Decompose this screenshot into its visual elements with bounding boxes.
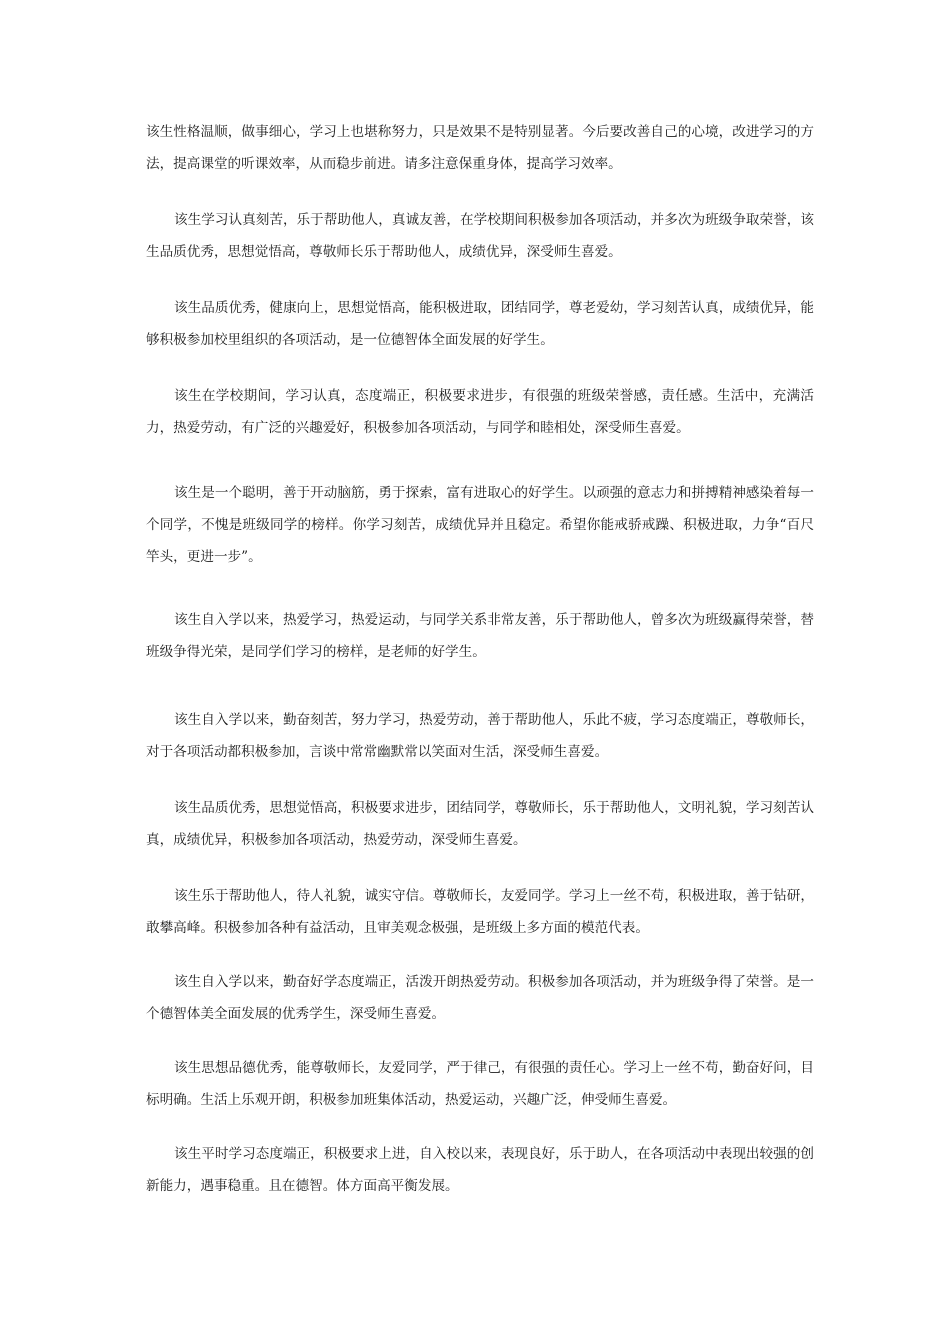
comment-paragraph-12: 该生平时学习态度端正，积极要求上进，自入校以来，表现良好，乐于助人，在各项活动中表现出较强的创新能力，遇事稳重。且在德智。体方面高平衡发展。 [146,1146,814,1194]
comment-paragraph-2: 该生学习认真刻苦，乐于帮助他人，真诚友善，在学校期间积极参加各项活动，并多次为班级争取荣誉，该生品质优秀，思想觉悟高，尊敬师长乐于帮助他人，成绩优异，深受师生喜爱。 [146,212,814,260]
comment-paragraph-8: 该生品质优秀，思想觉悟高，积极要求进步，团结同学，尊敬师长，乐于帮助他人，文明礼貌，学习刻苦认真，成绩优异，积极参加各项活动，热爱劳动，深受师生喜爱。 [146,800,814,848]
comment-paragraph-11: 该生思想品德优秀，能尊敬师长，友爱同学，严于律己，有很强的责任心。学习上一丝不苟，勤奋好问，目标明确。生活上乐观开朗，积极参加班集体活动，热爱运动，兴趣广泛，伸受师生喜爱。 [146,1060,814,1108]
comment-paragraph-3: 该生品质优秀，健康向上，思想觉悟高，能积极进取，团结同学，尊老爱幼，学习刻苦认真，成绩优异，能够积极参加校里组织的各项活动，是一位德智体全面发展的好学生。 [146,300,814,348]
comment-paragraph-9: 该生乐于帮助他人，待人礼貌，诚实守信。尊敬师长，友爱同学。学习上一丝不苟，积极进取，善于钻研，敢攀高峰。积极参加各种有益活动，且审美观念极强，是班级上多方面的模范代表。 [146,888,814,936]
comment-paragraph-7: 该生自入学以来，勤奋刻苦，努力学习，热爱劳动，善于帮助他人，乐此不疲，学习态度端正，尊敬师长，对于各项活动都积极参加，言谈中常常幽默常以笑面对生活，深受师生喜爱。 [146,712,814,760]
comment-paragraph-5: 该生是一个聪明，善于开动脑筋，勇于探索，富有进取心的好学生。以顽强的意志力和拼搏精神感染着每一个同学，不愧是班级同学的榜样。你学习刻苦，成绩优异并且稳定。希望你能戒骄戒躁、积极进取，力争“百尺竿头，更进一步”。 [146,485,814,565]
comment-paragraph-10: 该生自入学以来，勤奋好学态度端正，活泼开朗热爱劳动。积极参加各项活动，并为班级争得了荣誉。是一个德智体美全面发展的优秀学生，深受师生喜爱。 [146,974,814,1022]
comment-paragraph-6: 该生自入学以来，热爱学习，热爱运动，与同学关系非常友善，乐于帮助他人，曾多次为班级赢得荣誉，替班级争得光荣，是同学们学习的榜样，是老师的好学生。 [146,612,814,660]
comment-paragraph-4: 该生在学校期间，学习认真，态度端正，积极要求进步，有很强的班级荣誉感，责任感。生活中，充满活力，热爱劳动，有广泛的兴趣爱好，积极参加各项活动，与同学和睦相处，深受师生喜爱。 [146,388,814,436]
comment-paragraph-1: 该生性格温顺，做事细心，学习上也堪称努力，只是效果不是特别显著。今后要改善自己的心境，改进学习的方法，提高课堂的听课效率，从而稳步前进。请多注意保重身体，提高学习效率。 [146,124,814,172]
